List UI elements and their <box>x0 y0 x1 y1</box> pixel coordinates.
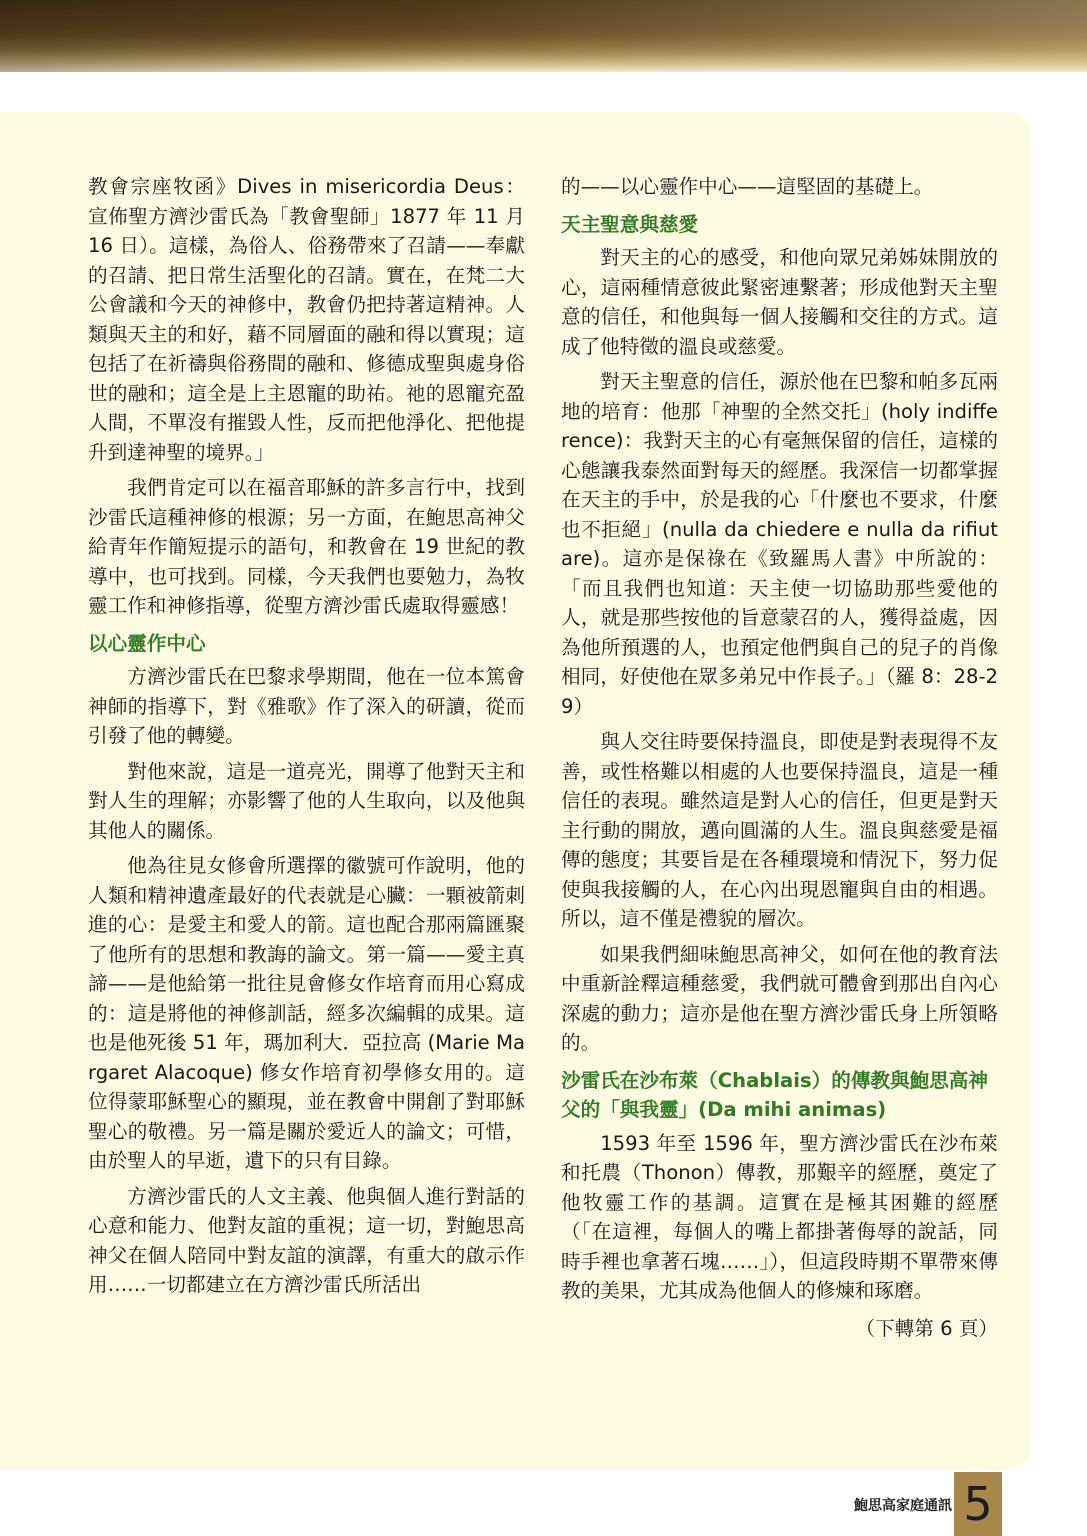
paragraph: 我們肯定可以在福音耶穌的許多言行中，找到沙雷氏這種神修的根源；另一方面，在鮑思高神父給青年作簡短提示的語句，和教會在 19 世紀的教導中，也可找到。同樣，今天我們也要勉力，為牧靈工作和神修指導，從聖方濟沙雷氏處取得靈感！ <box>88 476 525 617</box>
section-heading: 沙雷氏在沙布萊（Chablais）的傳教與鮑思高神父的「與我靈」(Da mihi animas) <box>561 1068 988 1121</box>
paragraph: 方濟沙雷氏在巴黎求學期間，他在一位本篤會神師的指導下，對《雅歌》作了深入的研讀，從而引發了他的轉變。 <box>88 665 525 747</box>
paragraph: 對他來說，這是一道亮光，開導了他對天主和對人生的理解；亦影響了他的人生取向，以及他與其他人的關係。 <box>88 759 525 842</box>
paragraph: 的——以心靈作中心——這堅固的基礎上。 <box>561 175 934 198</box>
paragraph: 如果我們細味鮑思高神父，如何在他的教育法中重新詮釋這種慈愛，我們就可體會到那出自內心深處的動力；這亦是他在聖方濟沙雷氏身上所領略的。 <box>561 942 998 1054</box>
paragraph: 1593 年至 1596 年，聖方濟沙雷氏在沙布萊和托農（Thonon）傳教，那艱辛的經歷，奠定了他牧靈工作的基調。這實在是極其困難的經歷（「在這裡，每個人的嘴上都掛著侮辱的說話，同時手裡也拿著石塊……」），但這段時期不單帶來傳教的美果，尤其成為他個人的修煉和琢磨。 <box>561 1131 998 1302</box>
paragraph: 教會宗座牧函》Dives in misericordia Deus：宣佈聖方濟沙雷氏為「教會聖師」1877 年 11 月16 日）。這樣，為俗人、俗務帶來了召請——奉獻的召請、把日常生活聖化的召請。實在，在梵二大公會議和今天的神修中，教會仍把持著這精神。人類與天主的和好，藉不同層面的融和得以實現；這包括了在祈禱與俗務間的融和、修德成聖與處身俗世的融和；這全是上主恩寵的助祐。祂的恩寵充盈人間，不單沒有摧毀人性，反而把他淨化、把他提升到達神聖的境界。」 <box>88 175 525 464</box>
right-column <box>561 172 998 1349</box>
page-number: 5 <box>954 1472 1002 1536</box>
publication-name: 鮑思高家庭通訊 <box>854 1498 952 1514</box>
header-banner <box>0 0 1087 72</box>
paragraph: 對天主的心的感受，和他向眾兄弟姊妹開放的心，這兩種情意彼此緊密連繫著；形成他對天主聖意的信任，和他與每一個人接觸和交往的方式。這成了他特徵的溫良或慈愛。 <box>561 246 998 358</box>
section-heading: 以心靈作中心 <box>88 631 206 655</box>
section-heading: 天主聖意與慈愛 <box>561 212 699 236</box>
paragraph: 方濟沙雷氏的人文主義、他與個人進行對話的心意和能力、他對友誼的重視；這一切，對鮑思高神父在個人陪同中對友誼的演譯，有重大的啟示作用……一切都建立在方濟沙雷氏所活出 <box>88 1184 525 1296</box>
paragraph: 對天主聖意的信任，源於他在巴黎和帕多瓦兩地的培育：他那「神聖的全然交托」(holy indifference)：我對天主的心有毫無保留的信任，這樣的心態讓我泰然面對每天的經歷。我深信一切都掌握在天主的手中，於是我的心「什麼也不要求，什麼也不拒絕」(nulla da chiedere e nulla da rifiutare)。這亦是保祿在《致羅馬人書》中所說的：「而且我們也知道：天主使一切協助那些愛他的人，就是那些按他的旨意蒙召的人，獲得益處，因為他所預選的人，也預定他們與自己的兒子的肖像相同，好使他在眾多弟兄中作長子。」（羅 8：28-29） <box>561 370 998 718</box>
continued-note: （下轉第 6 頁） <box>855 1316 998 1340</box>
paragraph: 與人交往時要保持溫良，即使是對表現得不友善，或性格難以相處的人也要保持溫良，這是一種信任的表現。雖然這是對人心的信任，但更是對天主行動的開放，邁向圓滿的人生。溫良與慈愛是福傳的態度；其要旨是在各種環境和情況下，努力促使與我接觸的人，在心內出現恩寵與自由的相遇。所以，這不僅是禮貌的層次。 <box>561 730 998 930</box>
left-column <box>88 172 525 1306</box>
paragraph: 他為往見女修會所選擇的徽號可作說明，他的人類和精神遺產最好的代表就是心臟：一顆被箭刺進的心：是愛主和愛人的箭。這也配合那兩篇匯聚了他所有的思想和教誨的論文。第一篇——愛主真諦——是他給第一批往見會修女作培育而用心寫成的：這是將他的神修訓話，經多次編輯的成果。這也是他死後 51 年，瑪加利大．亞拉高 (Marie Margaret Alacoque) 修女作培育初學修女用的。這位得蒙耶穌聖心的顯現，並在教會中開創了對耶穌聖心的敬禮。另一篇是關於愛近人的論文；可惜，由於聖人的早逝，遺下的只有目錄。 <box>88 854 525 1172</box>
